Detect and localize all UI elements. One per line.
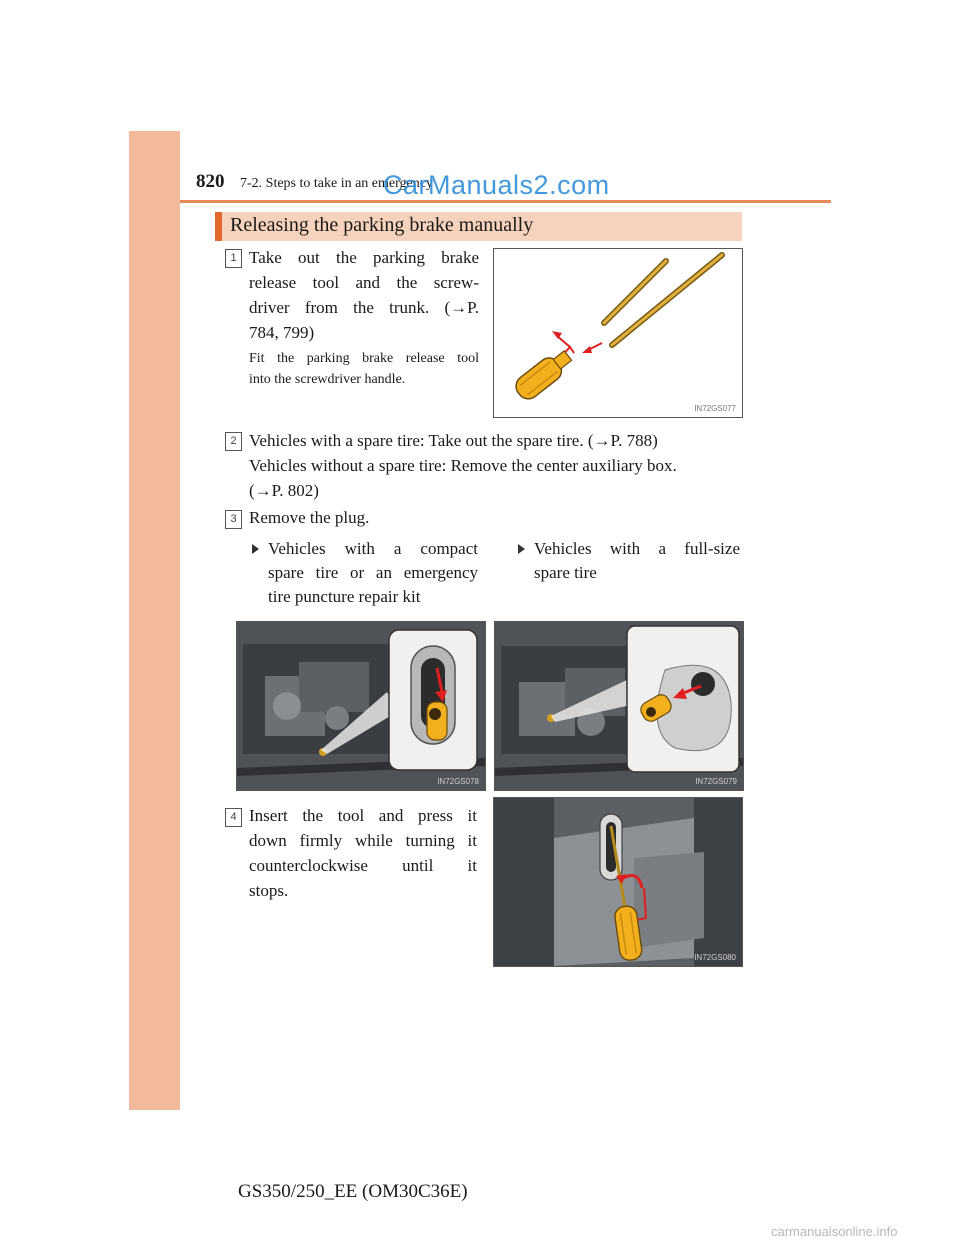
step-1-text [249, 245, 479, 345]
compact-spare-figure [236, 621, 486, 791]
figure-code: IN72GS078 [437, 777, 479, 786]
step-2-line: (→P. 802) [249, 481, 319, 500]
step-4-number: 4 [225, 808, 242, 827]
page-number: 820 [196, 171, 225, 192]
figure-code: IN72GS080 [694, 953, 736, 962]
step-3-text: Remove the plug. [249, 508, 370, 527]
step-1-note-line: into the screwdriver handle. [249, 372, 406, 387]
step-2-line: Vehicles without a spare tire: Remove the center auxiliary box. [249, 456, 677, 475]
step-1-line: release tool and the screw- [249, 273, 479, 292]
chapter-side-band [129, 131, 180, 1110]
option-full-size-spare [518, 537, 740, 585]
section-title: Releasing the parking brake manually [230, 214, 534, 236]
section-header: 7-2. Steps to take in an emergency [240, 176, 433, 191]
step-4-line: counterclockwise until it [249, 856, 477, 875]
header-rule [180, 200, 831, 203]
footer-site: carmanualsonline.info [771, 1224, 898, 1239]
bullet-triangle-icon [252, 544, 259, 554]
step-4-text [249, 803, 477, 903]
bullet-triangle-icon [518, 544, 525, 554]
option-line: tire puncture repair kit [268, 587, 421, 606]
step-4-line: Insert the tool and press it [249, 806, 477, 825]
tool-and-screwdriver-illustration [494, 249, 742, 417]
step-4-figure [493, 797, 743, 967]
trunk-plug-illustration [237, 622, 485, 790]
option-line: Vehicles with a compact [268, 539, 478, 558]
watermark: CarManuals2.com [383, 170, 610, 200]
step-4-line: down firmly while turning it [249, 831, 477, 850]
section-accent [215, 212, 222, 241]
step-2-text [249, 428, 749, 503]
tool-insertion-illustration [494, 798, 742, 966]
step-2-number: 2 [225, 432, 242, 451]
option-line: Vehicles with a full-size [534, 539, 740, 558]
section-title-bar [215, 212, 742, 241]
step-1-line: Take out the parking brake [249, 248, 479, 267]
step-1-line: driver from the trunk. (→P. [249, 298, 479, 317]
full-size-spare-figure [494, 621, 744, 791]
option-line: spare tire [534, 563, 597, 582]
step-1-note-line: Fit the parking brake release tool [249, 351, 479, 366]
step-1-number: 1 [225, 249, 242, 268]
step-2-line: Vehicles with a spare tire: Take out the spare tire. (→P. 788) [249, 431, 658, 450]
figure-code: IN72GS077 [694, 404, 736, 413]
figure-code: IN72GS079 [695, 777, 737, 786]
step-1-note [249, 348, 479, 390]
option-line: spare tire or an emergency [268, 563, 478, 582]
step-1-figure [493, 248, 743, 418]
option-compact-spare [252, 537, 478, 609]
step-1-line: 784, 799) [249, 323, 315, 342]
step-3-number: 3 [225, 510, 242, 529]
step-4-line: stops. [249, 881, 289, 900]
footer-model: GS350/250_EE (OM30C36E) [238, 1181, 468, 1202]
trunk-plug-illustration [495, 622, 743, 790]
